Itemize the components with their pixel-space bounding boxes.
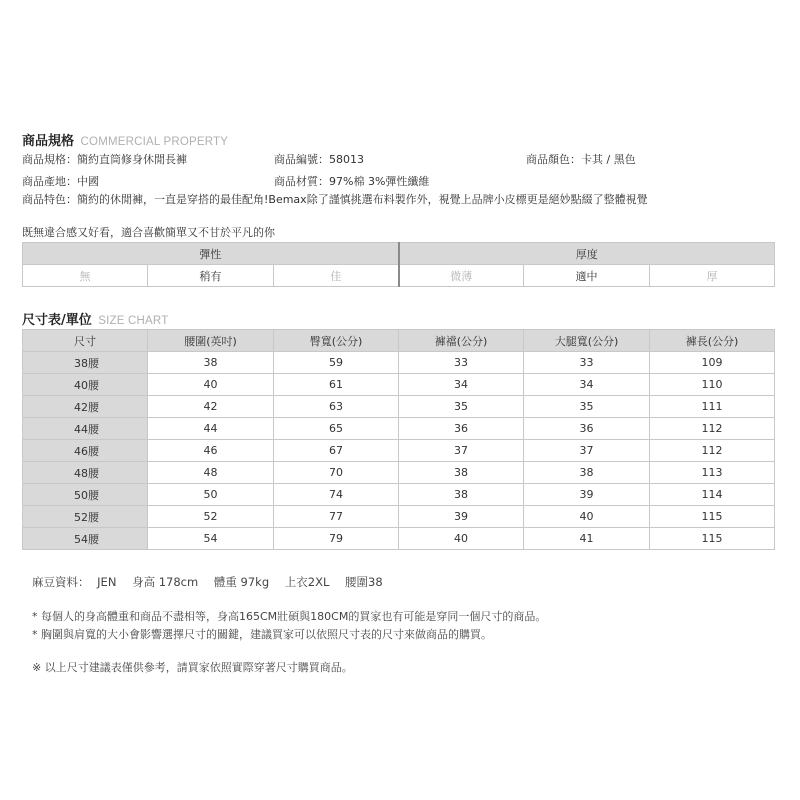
model-height: 身高 178cm	[132, 575, 199, 589]
size-label: 44腰	[23, 418, 148, 440]
elasticity-option: 佳	[274, 265, 399, 287]
waist-value: 38	[148, 352, 274, 374]
column-header: 尺寸	[23, 330, 148, 352]
table-row	[23, 462, 775, 484]
hip-value: 70	[274, 462, 399, 484]
size-label: 52腰	[23, 506, 148, 528]
length-value: 109	[650, 352, 775, 374]
property-heading	[22, 130, 228, 149]
thickness-option-selected: 適中	[524, 265, 650, 287]
material-text: 商品材質：97%棉 3%彈性纖維	[274, 175, 430, 188]
waist-value: 50	[148, 484, 274, 506]
thigh-value: 39	[524, 484, 650, 506]
table-row	[23, 352, 775, 374]
length-value: 113	[650, 462, 775, 484]
rise-value: 35	[399, 396, 524, 418]
model-weight: 體重 97kg	[213, 575, 270, 589]
rise-value: 37	[399, 440, 524, 462]
hip-value: 63	[274, 396, 399, 418]
color-text: 商品顏色：卡其 / 黑色	[526, 153, 636, 166]
size-chart-heading	[22, 309, 168, 328]
table-row	[23, 506, 775, 528]
elasticity-header: 彈性	[23, 243, 399, 265]
thigh-value: 37	[524, 440, 650, 462]
thigh-value: 40	[524, 506, 650, 528]
thigh-value: 41	[524, 528, 650, 550]
waist-value: 48	[148, 462, 274, 484]
model-label: 麻豆資料：	[32, 575, 90, 589]
size-chart-title: 尺寸表/單位	[22, 313, 92, 328]
hip-value: 79	[274, 528, 399, 550]
table-row	[23, 440, 775, 462]
property-title: 商品規格	[22, 134, 75, 149]
thigh-value: 34	[524, 374, 650, 396]
length-value: 110	[650, 374, 775, 396]
table-row	[23, 484, 775, 506]
elasticity-option-selected: 稍有	[148, 265, 274, 287]
product-number-text: 商品編號：58013	[274, 153, 364, 166]
property-row-2	[22, 173, 782, 189]
table-row	[23, 418, 775, 440]
column-header: 臀寬(公分)	[274, 330, 399, 352]
model-name: JEN	[97, 575, 117, 589]
table-row	[23, 374, 775, 396]
thigh-value: 36	[524, 418, 650, 440]
feature-text-continued: 既無違合感又好看，適合喜歡簡單又不甘於平凡的你	[22, 226, 275, 239]
length-value: 112	[650, 440, 775, 462]
column-header: 大腿寬(公分)	[524, 330, 650, 352]
model-top-size: 上衣2XL	[284, 575, 330, 589]
thigh-value: 35	[524, 396, 650, 418]
waist-value: 40	[148, 374, 274, 396]
size-chart-table	[22, 329, 775, 550]
feature-text: 商品特色：簡約的休閒褲，一直是穿搭的最佳配角!Bemax除了謹慎挑選布料製作外，視覺上品牌小皮標更是絕妙點綴了整體視覺	[22, 193, 648, 206]
disclaimer-note: ※ 以上尺寸建議表僅供參考，請買家依照實際穿著尺寸購買商品。	[32, 661, 353, 674]
model-waist: 腰圍38	[345, 575, 383, 589]
origin-text: 商品產地：中國	[22, 175, 99, 188]
table-row	[23, 396, 775, 418]
rise-value: 36	[399, 418, 524, 440]
size-label: 40腰	[23, 374, 148, 396]
rise-value: 33	[399, 352, 524, 374]
waist-value: 46	[148, 440, 274, 462]
note-line: * 每個人的身高體重和商品不盡相等，身高165CM壯碩與180CM的買家也有可能是穿同一個尺寸的商品。	[32, 610, 547, 623]
length-value: 112	[650, 418, 775, 440]
thigh-value: 33	[524, 352, 650, 374]
rise-value: 40	[399, 528, 524, 550]
size-chart-subtitle: SIZE CHART	[98, 315, 169, 327]
hip-value: 65	[274, 418, 399, 440]
rise-value: 39	[399, 506, 524, 528]
rise-value: 38	[399, 462, 524, 484]
note-line: * 胸圍與肩寬的大小會影響選擇尺寸的關鍵，建議買家可以依照尺寸表的尺寸來做商品的購買。	[32, 628, 492, 641]
hip-value: 67	[274, 440, 399, 462]
size-label: 50腰	[23, 484, 148, 506]
hip-value: 59	[274, 352, 399, 374]
hip-value: 61	[274, 374, 399, 396]
length-value: 111	[650, 396, 775, 418]
size-label: 54腰	[23, 528, 148, 550]
length-value: 115	[650, 528, 775, 550]
property-row-1	[22, 151, 782, 167]
hip-value: 77	[274, 506, 399, 528]
elasticity-option: 無	[23, 265, 148, 287]
waist-value: 54	[148, 528, 274, 550]
size-label: 42腰	[23, 396, 148, 418]
hip-value: 74	[274, 484, 399, 506]
size-label: 48腰	[23, 462, 148, 484]
waist-value: 42	[148, 396, 274, 418]
length-value: 114	[650, 484, 775, 506]
waist-value: 44	[148, 418, 274, 440]
size-label: 38腰	[23, 352, 148, 374]
size-chart-header-row	[23, 330, 775, 352]
column-header: 褲襠(公分)	[399, 330, 524, 352]
model-info	[32, 574, 395, 590]
thickness-option: 厚	[650, 265, 775, 287]
rise-value: 38	[399, 484, 524, 506]
thickness-option: 微薄	[399, 265, 524, 287]
size-label: 46腰	[23, 440, 148, 462]
waist-value: 52	[148, 506, 274, 528]
thigh-value: 38	[524, 462, 650, 484]
column-header: 腰圍(英吋)	[148, 330, 274, 352]
table-row	[23, 528, 775, 550]
property-table	[22, 242, 775, 287]
length-value: 115	[650, 506, 775, 528]
property-subtitle: COMMERCIAL PROPERTY	[80, 136, 229, 148]
column-header: 褲長(公分)	[650, 330, 775, 352]
rise-value: 34	[399, 374, 524, 396]
spec-text: 商品規格：簡約直筒修身休閒長褲	[22, 153, 187, 166]
thickness-header: 厚度	[399, 243, 775, 265]
